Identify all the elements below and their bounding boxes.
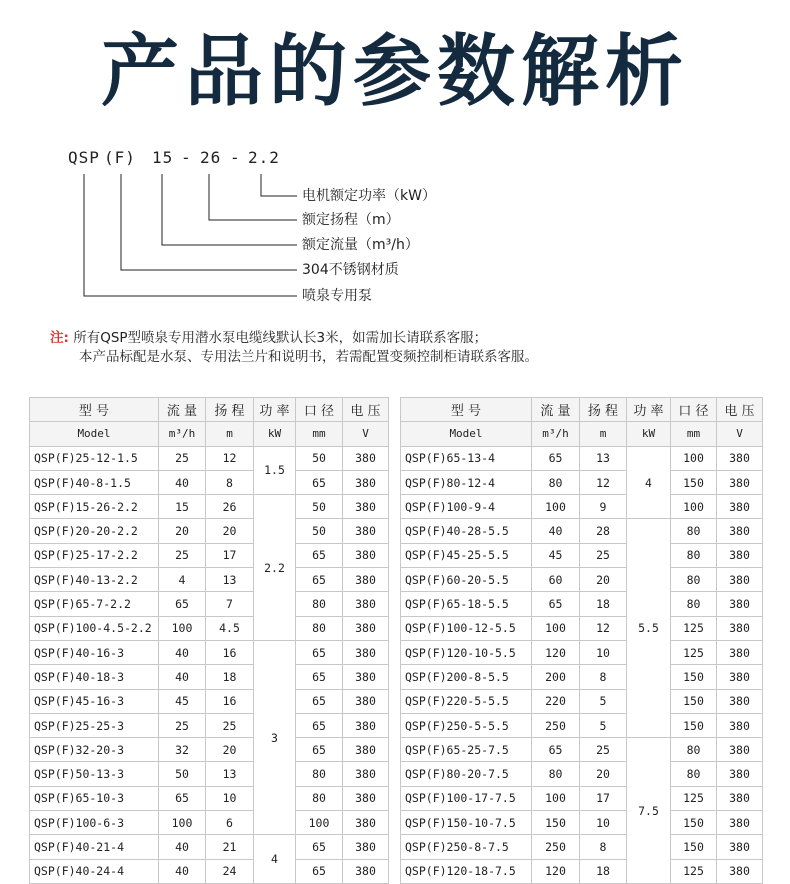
cell-head: 24 <box>206 859 254 883</box>
note-label: 注: <box>50 330 69 346</box>
cell-model: QSP(F)150-10-7.5 <box>401 811 532 835</box>
cell-flow: 40 <box>532 519 580 543</box>
cell-head: 16 <box>206 689 254 713</box>
cell-model: QSP(F)100-4.5-2.2 <box>30 616 159 640</box>
cell-diameter: 65 <box>296 859 343 883</box>
cell-diameter: 65 <box>296 738 343 762</box>
cell-flow: 100 <box>159 616 206 640</box>
cell-flow: 65 <box>532 446 580 470</box>
cell-head: 6 <box>206 811 254 835</box>
table-row <box>401 689 763 713</box>
cell-head: 17 <box>580 786 627 810</box>
col-flow: 流 量 <box>159 398 206 422</box>
cell-flow: 40 <box>159 640 206 664</box>
table-row <box>30 616 389 640</box>
cell-model: QSP(F)80-12-4 <box>401 470 532 494</box>
cell-diameter: 65 <box>296 543 343 567</box>
cell-head: 18 <box>580 592 627 616</box>
cell-voltage: 380 <box>343 665 389 689</box>
cell-diameter: 80 <box>671 568 717 592</box>
cell-diameter: 150 <box>671 835 717 859</box>
cell-flow: 20 <box>159 519 206 543</box>
col-head: 扬 程 <box>206 398 254 422</box>
col-model: 型 号 <box>30 398 159 422</box>
cell-model: QSP(F)65-25-7.5 <box>401 738 532 762</box>
table-row <box>401 738 763 762</box>
cell-voltage: 380 <box>343 762 389 786</box>
legend-power: 电机额定功率（kW） <box>302 188 436 204</box>
cell-flow: 80 <box>532 470 580 494</box>
cell-voltage: 380 <box>717 592 763 616</box>
cell-flow: 80 <box>532 762 580 786</box>
cell-power: 2.2 <box>254 495 296 641</box>
cell-head: 18 <box>206 665 254 689</box>
cell-head: 20 <box>580 762 627 786</box>
cell-model: QSP(F)100-6-3 <box>30 811 159 835</box>
cell-diameter: 65 <box>296 568 343 592</box>
cell-voltage: 380 <box>343 640 389 664</box>
cell-diameter: 80 <box>671 519 717 543</box>
cell-head: 28 <box>580 519 627 543</box>
note-line-1: 所有QSP型喷泉专用潜水泵电缆线默认长3米，如需加长请联系客服； <box>73 330 488 346</box>
table-body-left <box>30 446 389 883</box>
col-diameter: 口 径 <box>671 398 717 422</box>
table-row <box>30 738 389 762</box>
cell-flow: 150 <box>532 811 580 835</box>
table-row <box>401 640 763 664</box>
cell-flow: 15 <box>159 495 206 519</box>
cell-flow: 50 <box>159 762 206 786</box>
cell-head: 8 <box>206 470 254 494</box>
cell-model: QSP(F)120-10-5.5 <box>401 640 532 664</box>
table-row <box>401 446 763 470</box>
cell-voltage: 380 <box>717 640 763 664</box>
cell-voltage: 380 <box>717 859 763 883</box>
cell-voltage: 380 <box>717 689 763 713</box>
cell-head: 25 <box>206 713 254 737</box>
cell-diameter: 65 <box>296 665 343 689</box>
cell-model: QSP(F)65-18-5.5 <box>401 592 532 616</box>
cell-flow: 25 <box>159 446 206 470</box>
cell-head: 13 <box>206 568 254 592</box>
unit-diameter: mm <box>671 422 717 446</box>
cell-power: 5.5 <box>627 519 671 738</box>
unit-flow: m³/h <box>159 422 206 446</box>
cell-flow: 25 <box>159 713 206 737</box>
table-row <box>401 859 763 883</box>
table-row <box>401 495 763 519</box>
cell-model: QSP(F)40-21-4 <box>30 835 159 859</box>
table-row <box>30 592 389 616</box>
cell-model: QSP(F)45-16-3 <box>30 689 159 713</box>
cell-model: QSP(F)100-9-4 <box>401 495 532 519</box>
code-f: (F) <box>104 148 136 167</box>
table-row <box>30 835 389 859</box>
spec-table-left <box>29 397 389 884</box>
cell-model: QSP(F)250-5-5.5 <box>401 713 532 737</box>
cell-diameter: 125 <box>671 616 717 640</box>
table-row <box>401 835 763 859</box>
table-row <box>30 713 389 737</box>
legend-fountain-pump: 喷泉专用泵 <box>302 288 372 304</box>
cell-voltage: 380 <box>717 738 763 762</box>
cell-model: QSP(F)65-10-3 <box>30 786 159 810</box>
cell-diameter: 100 <box>671 446 717 470</box>
cell-head: 20 <box>206 519 254 543</box>
table-row <box>401 713 763 737</box>
cell-flow: 25 <box>159 543 206 567</box>
unit-flow: m³/h <box>532 422 580 446</box>
cell-voltage: 380 <box>343 786 389 810</box>
cell-diameter: 150 <box>671 689 717 713</box>
cell-flow: 40 <box>159 859 206 883</box>
cell-diameter: 65 <box>296 640 343 664</box>
cell-diameter: 80 <box>296 762 343 786</box>
cell-flow: 250 <box>532 713 580 737</box>
code-dash-1: - <box>181 148 192 167</box>
table-row <box>401 786 763 810</box>
cell-head: 4.5 <box>206 616 254 640</box>
cell-flow: 65 <box>532 592 580 616</box>
cell-voltage: 380 <box>343 738 389 762</box>
cell-flow: 220 <box>532 689 580 713</box>
cell-diameter: 150 <box>671 811 717 835</box>
cell-voltage: 380 <box>343 592 389 616</box>
cell-head: 5 <box>580 713 627 737</box>
code-head: 26 <box>200 148 222 167</box>
legend-flow: 额定流量（m³/h） <box>302 237 419 253</box>
cell-model: QSP(F)200-8-5.5 <box>401 665 532 689</box>
cell-diameter: 50 <box>296 519 343 543</box>
cell-model: QSP(F)40-13-2.2 <box>30 568 159 592</box>
cell-diameter: 80 <box>296 592 343 616</box>
col-voltage: 电 压 <box>717 398 763 422</box>
table-row <box>30 786 389 810</box>
cell-diameter: 80 <box>296 786 343 810</box>
cell-model: QSP(F)65-7-2.2 <box>30 592 159 616</box>
cell-voltage: 380 <box>717 811 763 835</box>
cell-voltage: 380 <box>343 568 389 592</box>
cell-diameter: 65 <box>296 689 343 713</box>
cell-model: QSP(F)40-18-3 <box>30 665 159 689</box>
cell-diameter: 50 <box>296 495 343 519</box>
cell-model: QSP(F)40-16-3 <box>30 640 159 664</box>
cell-voltage: 380 <box>717 495 763 519</box>
cell-model: QSP(F)32-20-3 <box>30 738 159 762</box>
cell-head: 12 <box>580 616 627 640</box>
cell-diameter: 80 <box>671 762 717 786</box>
cell-diameter: 80 <box>671 543 717 567</box>
cell-flow: 4 <box>159 568 206 592</box>
legend-head: 额定扬程（m） <box>302 212 400 228</box>
cell-head: 17 <box>206 543 254 567</box>
unit-head: m <box>206 422 254 446</box>
unit-head: m <box>580 422 627 446</box>
cell-model: QSP(F)40-24-4 <box>30 859 159 883</box>
cell-voltage: 380 <box>717 519 763 543</box>
cell-voltage: 380 <box>343 543 389 567</box>
unit-diameter: mm <box>296 422 343 446</box>
cell-head: 18 <box>580 859 627 883</box>
cell-diameter: 65 <box>296 470 343 494</box>
cell-voltage: 380 <box>343 835 389 859</box>
unit-power: kW <box>627 422 671 446</box>
cell-model: QSP(F)60-20-5.5 <box>401 568 532 592</box>
cell-power: 7.5 <box>627 738 671 884</box>
cell-diameter: 65 <box>296 713 343 737</box>
code-qsp: QSP <box>68 148 100 167</box>
table-row <box>30 689 389 713</box>
table-row <box>401 592 763 616</box>
cell-head: 25 <box>580 543 627 567</box>
col-flow: 流 量 <box>532 398 580 422</box>
spec-table-right <box>400 397 763 884</box>
cell-head: 13 <box>206 762 254 786</box>
cell-model: QSP(F)80-20-7.5 <box>401 762 532 786</box>
table-row <box>30 811 389 835</box>
cell-voltage: 380 <box>717 616 763 640</box>
cell-voltage: 380 <box>717 568 763 592</box>
unit-voltage: V <box>717 422 763 446</box>
cell-head: 8 <box>580 835 627 859</box>
cell-flow: 45 <box>159 689 206 713</box>
table-row <box>30 519 389 543</box>
cell-head: 10 <box>580 640 627 664</box>
cell-model: QSP(F)100-17-7.5 <box>401 786 532 810</box>
cell-flow: 250 <box>532 835 580 859</box>
cell-flow: 40 <box>159 470 206 494</box>
cell-diameter: 125 <box>671 786 717 810</box>
cell-diameter: 100 <box>296 811 343 835</box>
cell-head: 26 <box>206 495 254 519</box>
cell-flow: 100 <box>532 616 580 640</box>
cell-flow: 120 <box>532 640 580 664</box>
cell-model: QSP(F)120-18-7.5 <box>401 859 532 883</box>
cell-diameter: 80 <box>671 738 717 762</box>
cell-voltage: 380 <box>717 665 763 689</box>
cell-head: 5 <box>580 689 627 713</box>
cell-voltage: 380 <box>343 616 389 640</box>
cell-flow: 60 <box>532 568 580 592</box>
cell-head: 10 <box>580 811 627 835</box>
code-flow: 15 <box>152 148 174 167</box>
cell-power: 3 <box>254 640 296 834</box>
table-row <box>401 543 763 567</box>
cell-voltage: 380 <box>343 713 389 737</box>
cell-voltage: 380 <box>343 811 389 835</box>
cell-power: 1.5 <box>254 446 296 495</box>
cell-model: QSP(F)25-12-1.5 <box>30 446 159 470</box>
table-row <box>30 859 389 883</box>
cell-voltage: 380 <box>343 859 389 883</box>
cell-model: QSP(F)50-13-3 <box>30 762 159 786</box>
table-row <box>30 470 389 494</box>
legend-material: 304不锈钢材质 <box>302 262 399 278</box>
table-row <box>30 568 389 592</box>
cell-diameter: 65 <box>296 835 343 859</box>
cell-diameter: 150 <box>671 470 717 494</box>
cell-flow: 65 <box>532 738 580 762</box>
cell-voltage: 380 <box>717 470 763 494</box>
table-row <box>30 762 389 786</box>
cell-diameter: 50 <box>296 446 343 470</box>
table-row <box>30 665 389 689</box>
cell-diameter: 125 <box>671 640 717 664</box>
cell-head: 12 <box>580 470 627 494</box>
cell-model: QSP(F)65-13-4 <box>401 446 532 470</box>
cell-flow: 40 <box>159 835 206 859</box>
table-row <box>30 640 389 664</box>
table-row <box>401 616 763 640</box>
cell-head: 12 <box>206 446 254 470</box>
note <box>50 329 538 367</box>
note-line-2: 本产品标配是水泵、专用法兰片和说明书，若需配置变频控制柜请联系客服。 <box>79 349 538 365</box>
cell-model: QSP(F)220-5-5.5 <box>401 689 532 713</box>
cell-flow: 100 <box>532 786 580 810</box>
cell-power: 4 <box>254 835 296 884</box>
cell-model: QSP(F)45-25-5.5 <box>401 543 532 567</box>
cell-voltage: 380 <box>343 470 389 494</box>
cell-flow: 65 <box>159 592 206 616</box>
cell-head: 21 <box>206 835 254 859</box>
cell-diameter: 150 <box>671 713 717 737</box>
cell-model: QSP(F)250-8-7.5 <box>401 835 532 859</box>
cell-voltage: 380 <box>717 786 763 810</box>
col-diameter: 口 径 <box>296 398 343 422</box>
unit-model: Model <box>30 422 159 446</box>
unit-model: Model <box>401 422 532 446</box>
cell-voltage: 380 <box>717 835 763 859</box>
col-voltage: 电 压 <box>343 398 389 422</box>
cell-head: 20 <box>580 568 627 592</box>
cell-flow: 65 <box>159 786 206 810</box>
cell-voltage: 380 <box>717 446 763 470</box>
table-body-right <box>401 446 763 883</box>
cell-head: 13 <box>580 446 627 470</box>
cell-flow: 200 <box>532 665 580 689</box>
cell-head: 9 <box>580 495 627 519</box>
cell-flow: 45 <box>532 543 580 567</box>
table-row <box>30 495 389 519</box>
cell-model: QSP(F)15-26-2.2 <box>30 495 159 519</box>
table-row <box>401 470 763 494</box>
cell-head: 16 <box>206 640 254 664</box>
cell-diameter: 100 <box>671 495 717 519</box>
page-title: 产品的参数解析 <box>100 27 689 117</box>
cell-flow: 32 <box>159 738 206 762</box>
cell-model: QSP(F)100-12-5.5 <box>401 616 532 640</box>
table-row <box>401 519 763 543</box>
cell-flow: 40 <box>159 665 206 689</box>
cell-head: 8 <box>580 665 627 689</box>
unit-power: kW <box>254 422 296 446</box>
table-row <box>401 665 763 689</box>
cell-head: 10 <box>206 786 254 810</box>
col-model: 型 号 <box>401 398 532 422</box>
cell-voltage: 380 <box>717 762 763 786</box>
cell-diameter: 80 <box>296 616 343 640</box>
cell-voltage: 380 <box>343 519 389 543</box>
table-row <box>401 568 763 592</box>
col-head: 扬 程 <box>580 398 627 422</box>
cell-head: 7 <box>206 592 254 616</box>
unit-voltage: V <box>343 422 389 446</box>
cell-model: QSP(F)40-28-5.5 <box>401 519 532 543</box>
table-row <box>401 811 763 835</box>
cell-diameter: 125 <box>671 859 717 883</box>
cell-flow: 100 <box>532 495 580 519</box>
cell-model: QSP(F)40-8-1.5 <box>30 470 159 494</box>
cell-head: 25 <box>580 738 627 762</box>
cell-power: 4 <box>627 446 671 519</box>
table-row <box>30 446 389 470</box>
col-power: 功 率 <box>627 398 671 422</box>
col-power: 功 率 <box>254 398 296 422</box>
code-power: 2.2 <box>248 148 280 167</box>
cell-diameter: 80 <box>671 592 717 616</box>
code-dash-2: - <box>230 148 241 167</box>
cell-voltage: 380 <box>343 495 389 519</box>
cell-voltage: 380 <box>343 689 389 713</box>
cell-model: QSP(F)25-17-2.2 <box>30 543 159 567</box>
cell-voltage: 380 <box>717 543 763 567</box>
table-row <box>30 543 389 567</box>
cell-voltage: 380 <box>343 446 389 470</box>
cell-flow: 120 <box>532 859 580 883</box>
cell-diameter: 150 <box>671 665 717 689</box>
table-row <box>401 762 763 786</box>
cell-head: 20 <box>206 738 254 762</box>
cell-model: QSP(F)20-20-2.2 <box>30 519 159 543</box>
cell-flow: 100 <box>159 811 206 835</box>
cell-model: QSP(F)25-25-3 <box>30 713 159 737</box>
cell-voltage: 380 <box>717 713 763 737</box>
